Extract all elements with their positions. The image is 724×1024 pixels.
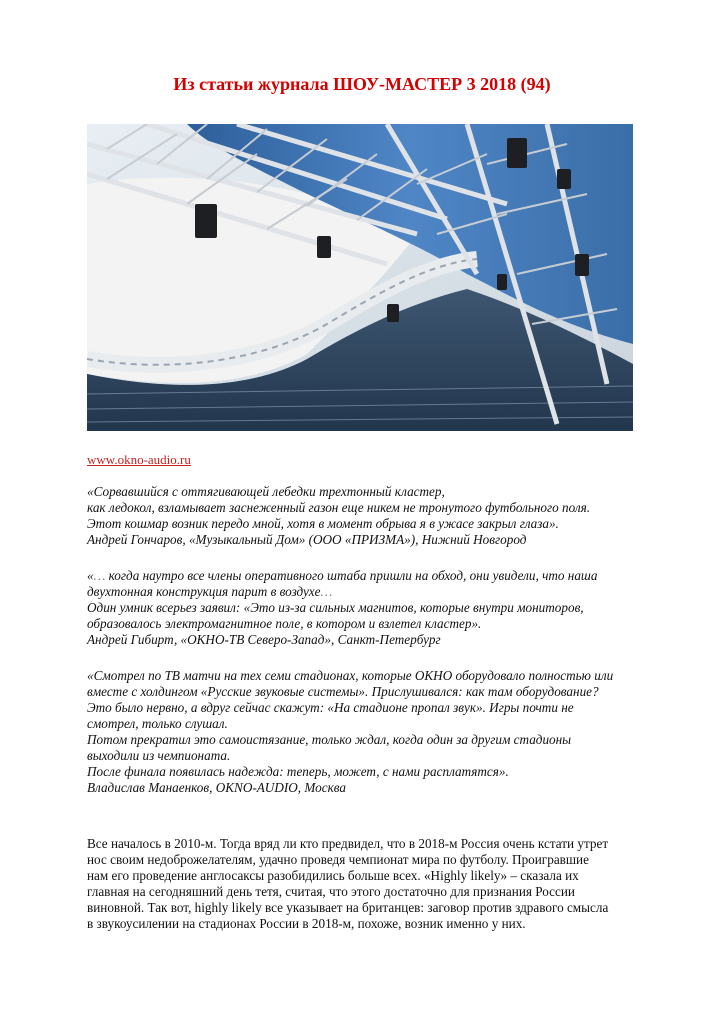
ellipsis: …: [320, 584, 333, 599]
paragraph-line: Все началось в 2010-м. Тогда вряд ли кто предвидел, что в 2018-м Россия очень кстати утрет: [87, 836, 609, 851]
quote-author: Андрей Гибирт, «ОКНО-ТВ Северо-Запад», Санкт-Петербург: [87, 632, 441, 647]
quote-open-mark: «: [87, 568, 94, 583]
quote-line: После финала появилась надежда: теперь, может, с нами расплатятся».: [87, 764, 509, 779]
quote-line: образовалось электромагнитное поле, в котором и взлетел кластер».: [87, 616, 482, 631]
paragraph-line: главная на сегодняшний день тетя, считая, что этого достаточно для признания России: [87, 884, 575, 899]
quote-manaenkov: [87, 668, 667, 796]
quote-line: [87, 568, 667, 584]
page-title: Из статьи журнала ШОУ-МАСТЕР 3 2018 (94): [173, 74, 551, 94]
quote-line: как ледокол, взламывает заснеженный газон еще никем не тронутого футбольного поля.: [87, 500, 591, 515]
quote-line: Это было нервно, а вдруг сейчас скажут: «На стадионе пропал звук». Игры почти не: [87, 700, 574, 715]
quote-goncharov: [87, 484, 667, 548]
quote-line: выходили из чемпионата.: [87, 748, 231, 763]
quote-line: «Сорвавшийся с оттягивающей лебедки трехтонный кластер,: [87, 484, 445, 499]
quote-line: Этот кошмар возник передо мной, хотя в момент обрыва я в ужасе закрыл глаза».: [87, 516, 559, 531]
quote-line: [87, 584, 667, 600]
quote-gibirt: [87, 568, 667, 648]
paragraph-line: нам его проведение англосаксы разобидились больше всех. «Highly likely» – сказала их: [87, 868, 579, 883]
article-paragraph: [87, 836, 677, 932]
paragraph-line: нос своим недоброжелателям, удачно проведя чемпионат мира по футболу. Проигравшие: [87, 852, 589, 867]
quote-text: двухтонная конструкция парит в воздухе: [87, 584, 321, 599]
quote-text: когда наутро все члены оперативного штаба пришли на обход, они увидели, что наша: [105, 568, 598, 583]
quote-author: Владислав Манаенков, OKNO-AUDIO, Москва: [87, 780, 346, 795]
stadium-roof-photo: [87, 124, 633, 431]
ellipsis: …: [93, 568, 106, 583]
site-link[interactable]: www.okno-audio.ru: [87, 452, 191, 467]
quote-author: Андрей Гончаров, «Музыкальный Дом» (ООО «ПРИЗМА»), Нижний Новгород: [87, 532, 527, 547]
quote-line: Один умник всерьез заявил: «Это из-за сильных магнитов, которые внутри мониторов,: [87, 600, 584, 615]
quote-line: Потом прекратил это самоистязание, только ждал, когда один за другим стадионы: [87, 732, 572, 747]
quote-line: смотрел, только слушал.: [87, 716, 228, 731]
quote-line: «Смотрел по ТВ матчи на тех семи стадионах, которые ОКНО оборудовало полностью или: [87, 668, 614, 683]
paragraph-line: виновной. Так вот, highly likely все указывает на британцев: заговор против здравого смысла: [87, 900, 609, 915]
quote-line: вместе с холдингом «Русские звуковые системы». Прислушивался: как там оборудование?: [87, 684, 599, 699]
paragraph-line: в звукоусилении на стадионах России в 2018-м, похоже, возник именно у них.: [87, 916, 526, 931]
